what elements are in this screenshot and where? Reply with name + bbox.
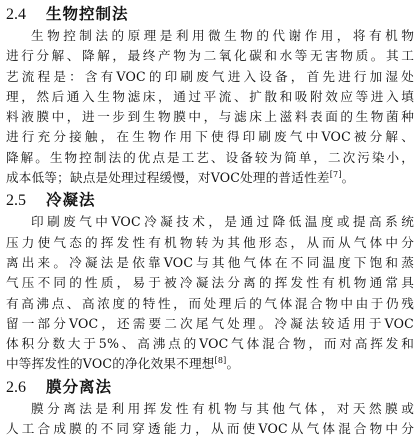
- section-paragraph: [6, 399, 414, 439]
- paragraph-line: 人工合成膜的不同穿透能力，从而使VOC从气体混合物中分: [6, 421, 414, 437]
- paragraph-line: 压力使气态的挥发性有机物转为其他形态，从而从气体中分: [6, 234, 414, 250]
- sentence-end: 。: [226, 356, 240, 372]
- section-title: 生物控制法: [46, 4, 129, 23]
- document-page: [6, 0, 414, 439]
- section-paragraph: [6, 26, 414, 188]
- section-number: 2.4: [6, 6, 26, 23]
- section-title: 冷凝法: [46, 190, 96, 210]
- paragraph-line: 体积分数大于5%、高沸点的VOC气体混合物，而对高挥发和: [6, 336, 414, 352]
- section-number: 2.6: [6, 378, 26, 396]
- paragraph-line: 进行充分接触，在生物作用下使得印刷废气中VOC被分解、: [6, 129, 414, 145]
- paragraph-line: 艺流程是：含有VOC的印刷废气进入设备，首先进行加湿处: [6, 68, 414, 84]
- section-title: 膜分离法: [46, 376, 113, 396]
- section-heading: [6, 2, 414, 26]
- paragraph-line-text: 中等挥发性的VOC的净化效果不理想: [6, 356, 215, 372]
- paragraph-last-line: [6, 354, 414, 374]
- paragraph-last-line: [6, 168, 414, 188]
- paragraph-line: 降解。生物控制法的优点是工艺、设备较为简单，二次污染小，: [6, 149, 414, 165]
- paragraph-line: 留一部分VOC，还需要二次尾气处理。冷凝法较适用于VOC: [6, 315, 414, 331]
- paragraph-line: 进行分解、降解，最终产物为二氧化碳和水等无害物质。其工: [6, 48, 414, 64]
- section-2-5: [6, 188, 414, 374]
- paragraph-line: 有高沸点、高浓度的特性，而处理后的气体混合物中由于仍残: [6, 295, 414, 311]
- paragraph-line: 离出来。冷凝法是依靠VOC与其他气体在不同温度下饱和蒸: [6, 254, 414, 270]
- section-2-4: [6, 2, 414, 188]
- paragraph-line: 生物控制法的原理是利用微生物的代谢作用，将有机物: [31, 28, 414, 43]
- paragraph-line: 料液膜中，进一步到生物膜中，与滤床上滋料表面的生物菌种: [6, 109, 414, 125]
- section-paragraph: [6, 212, 414, 374]
- section-number: 2.5: [6, 192, 26, 210]
- citation-ref[interactable]: [7]: [329, 169, 342, 179]
- paragraph-line: 理，然后通入生物滤床，通过平流、扩散和吸附效应等进入填: [6, 88, 414, 104]
- paragraph-line: 印刷废气中VOC冷凝技术，是通过降低温度或提高系统: [31, 214, 414, 230]
- section-2-6: [6, 375, 414, 439]
- paragraph-line-text: 成本低等；缺点是处理过程缓慢，对VOC处理的普适性差: [6, 170, 330, 186]
- paragraph-line: 膜分离法是利用挥发性有机物与其他气体，对天然膜或: [31, 400, 414, 416]
- citation-ref[interactable]: [8]: [214, 356, 227, 366]
- paragraph-line: 气压不同的性质，易于被冷凝法分离的挥发性有机物通常具: [6, 275, 414, 291]
- section-heading: [6, 188, 414, 212]
- section-heading: [6, 375, 414, 399]
- sentence-end: 。: [341, 170, 355, 186]
